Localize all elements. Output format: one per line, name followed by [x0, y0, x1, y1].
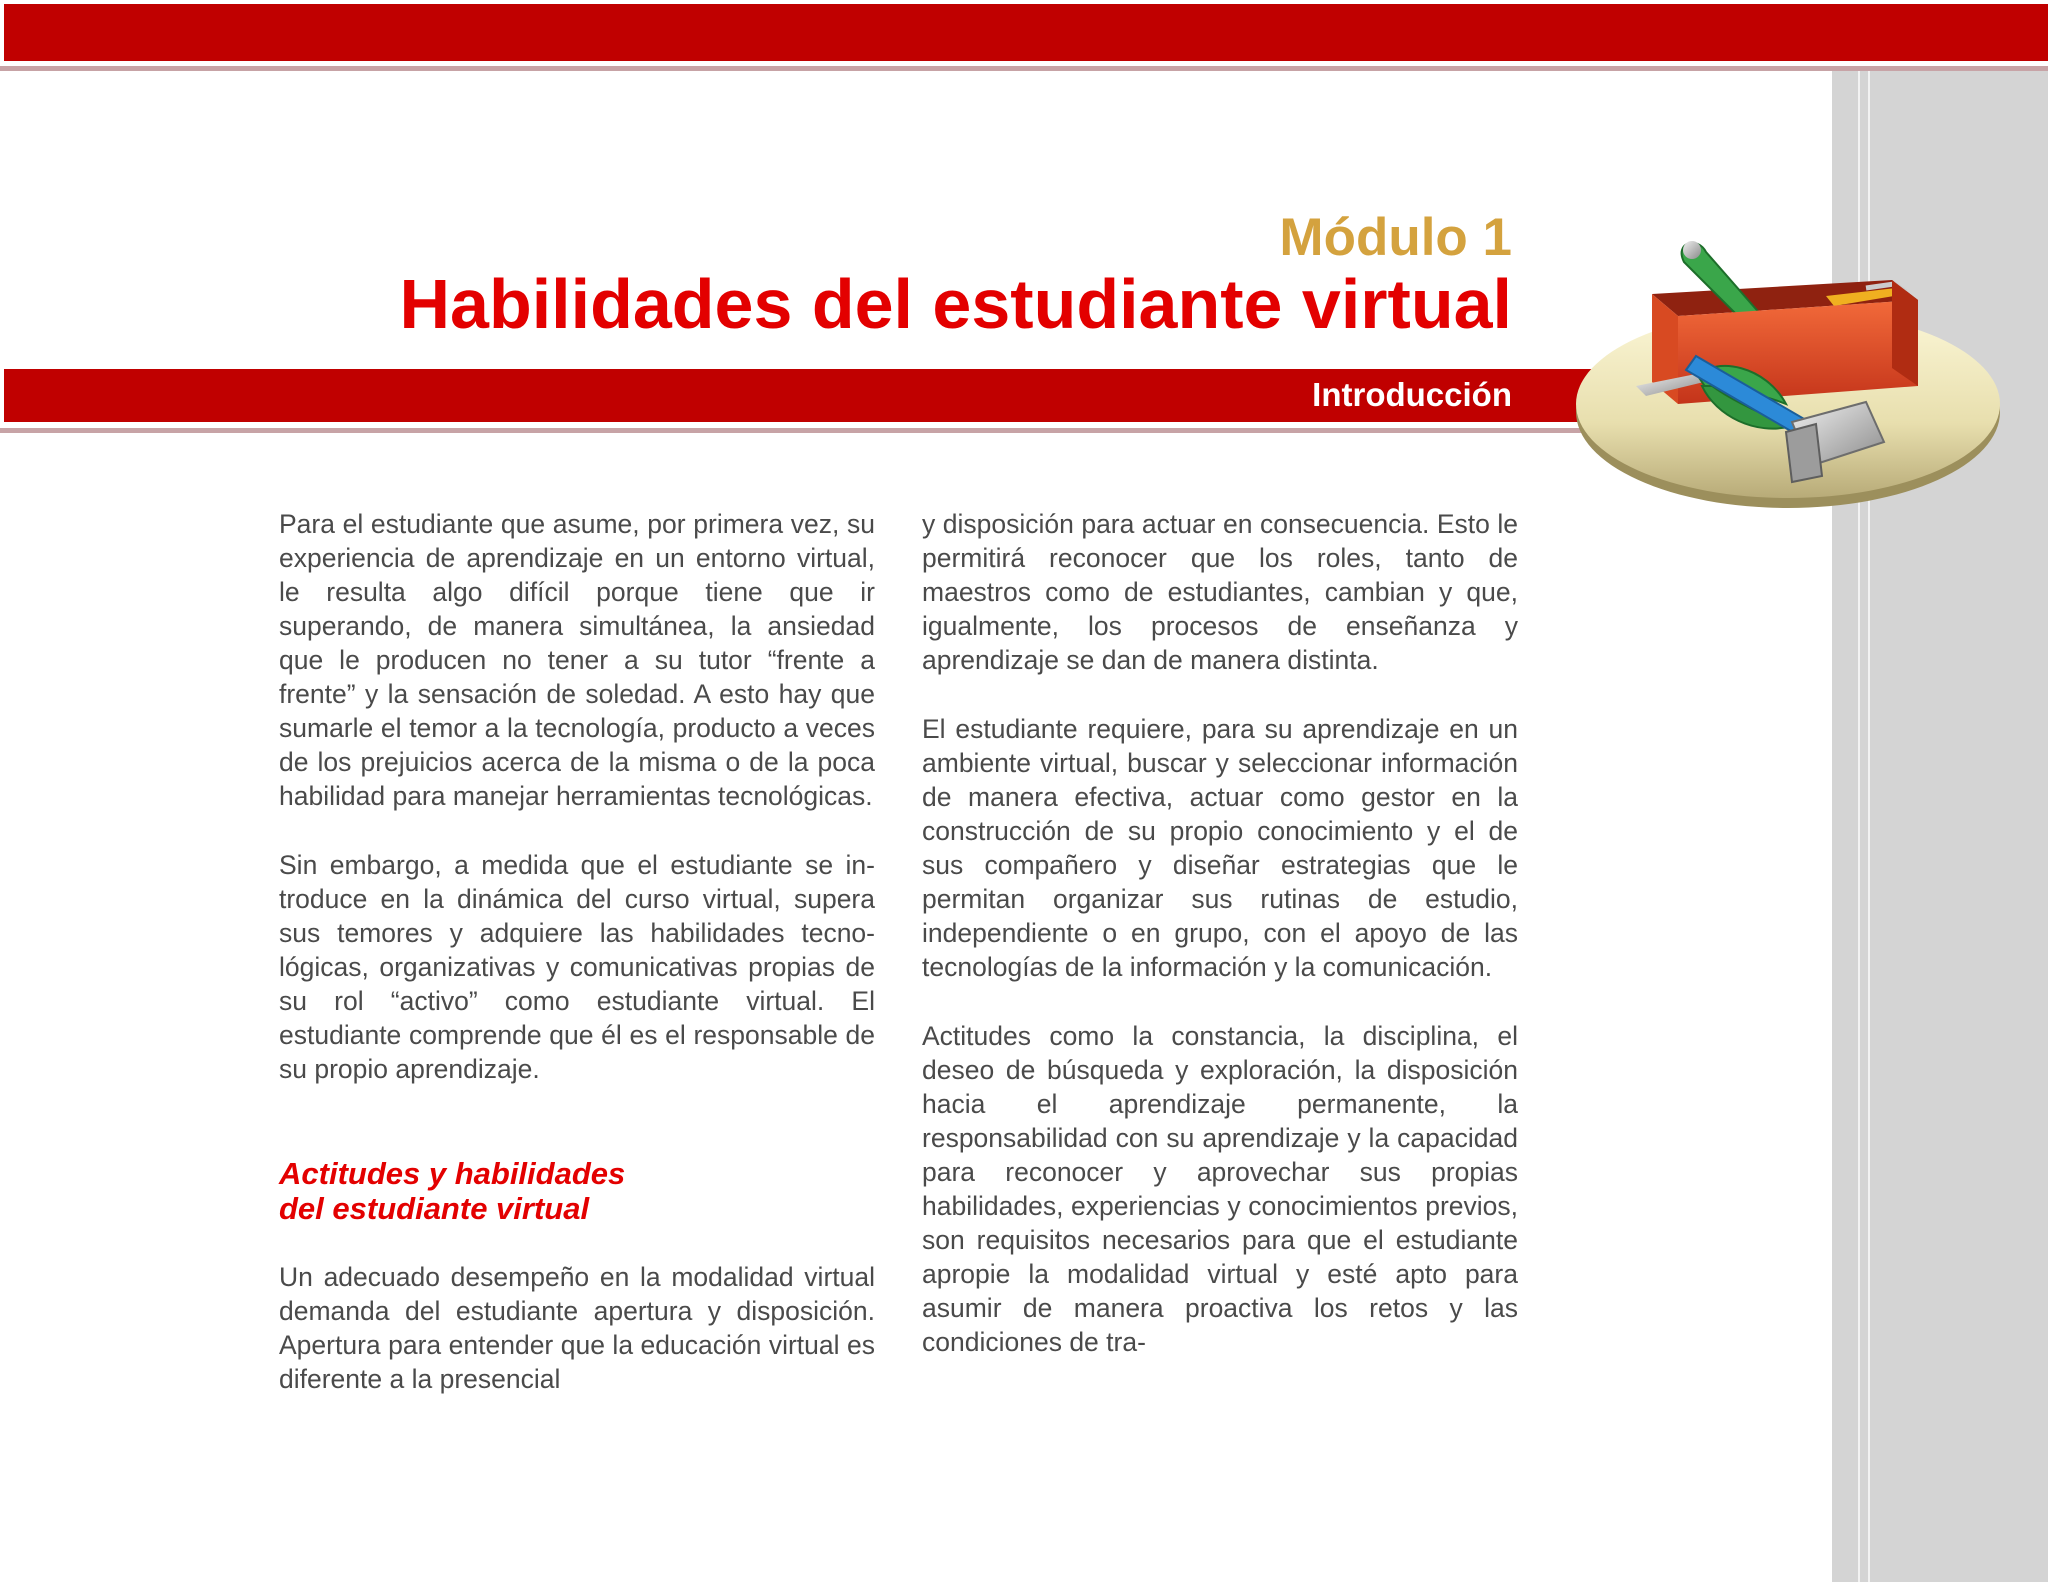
paragraph: Un adecuado desempeño en la modalidad virtual demanda del estudiante apertura y disposición. Apertura para entender que la educación virtual es diferente a la presencial [279, 1262, 875, 1394]
paragraph: Actitudes como la constancia, la disciplina, el deseo de búsqueda y exploración, la disposición hacia el aprendizaje permanente, la responsabilidad con su aprendizaje y la capacidad para reconocer y aprovechar sus propias habilidades, experiencias y conocimientos previos, son requisitos necesarios para que el estudiante apropie la modalidad virtual y esté apto para asumir de manera proactiva los retos y las condiciones de tra- [922, 1021, 1518, 1357]
top-banner [4, 4, 2048, 61]
paragraph: y disposición para actuar en consecuencia. Esto le permitirá reconocer que los roles, tanto de maestros como de estudiantes, cambian y que, igualmente, los procesos de enseñanza y aprendizaje se dan de manera distinta. [922, 509, 1518, 675]
paragraph: Sin embargo, a medida que el estudiante se introduce en la dinámica del curso virtual, supera sus temores y adquiere las habilidades tecnológicas, organizativas y comunicativas propias de su rol “activo” como estudiante virtual. El estudiante comprende que él es el responsable de su propio aprendizaje. [279, 850, 875, 1084]
subheading-line: Actitudes y habilidades [279, 1156, 626, 1191]
module-number: Módulo 1 [1279, 208, 1512, 267]
section-divider [0, 428, 1700, 433]
toolbox-icon [1566, 236, 2014, 516]
subheading-line: del estudiante virtual [279, 1191, 590, 1226]
paragraph: El estudiante requiere, para su aprendizaje en un ambiente virtual, buscar y seleccionar información de manera efectiva, actuar como gestor en la construcción de su propio conocimiento y el de sus compañero y diseñar estrategias que le permitan organizar sus rutinas de estudio, independiente o en grupo, con el apoyo de las tecnologías de la información y la comunicación. [922, 714, 1518, 982]
page-title: Habilidades del estudiante virtual [399, 265, 1512, 343]
text-column-right [922, 507, 1518, 1394]
section-subheading [279, 1121, 875, 1226]
text-column-left [279, 507, 875, 1431]
section-title: Introducción [1312, 376, 1512, 413]
paragraph: Para el estudiante que asume, por primera vez, su experiencia de aprendizaje en un entorno virtual, le resulta algo difícil porque tiene que ir superando, de manera simultánea, la ansiedad que le producen no tener a su tutor “frente a frente” y la sensación de soledad. A esto hay que sumarle el temor a la tecnología, producto a veces de los prejuicios acerca de la misma o de la poca habilidad para manejar herramientas tecnológicas. [279, 509, 875, 811]
top-divider [0, 66, 2048, 71]
